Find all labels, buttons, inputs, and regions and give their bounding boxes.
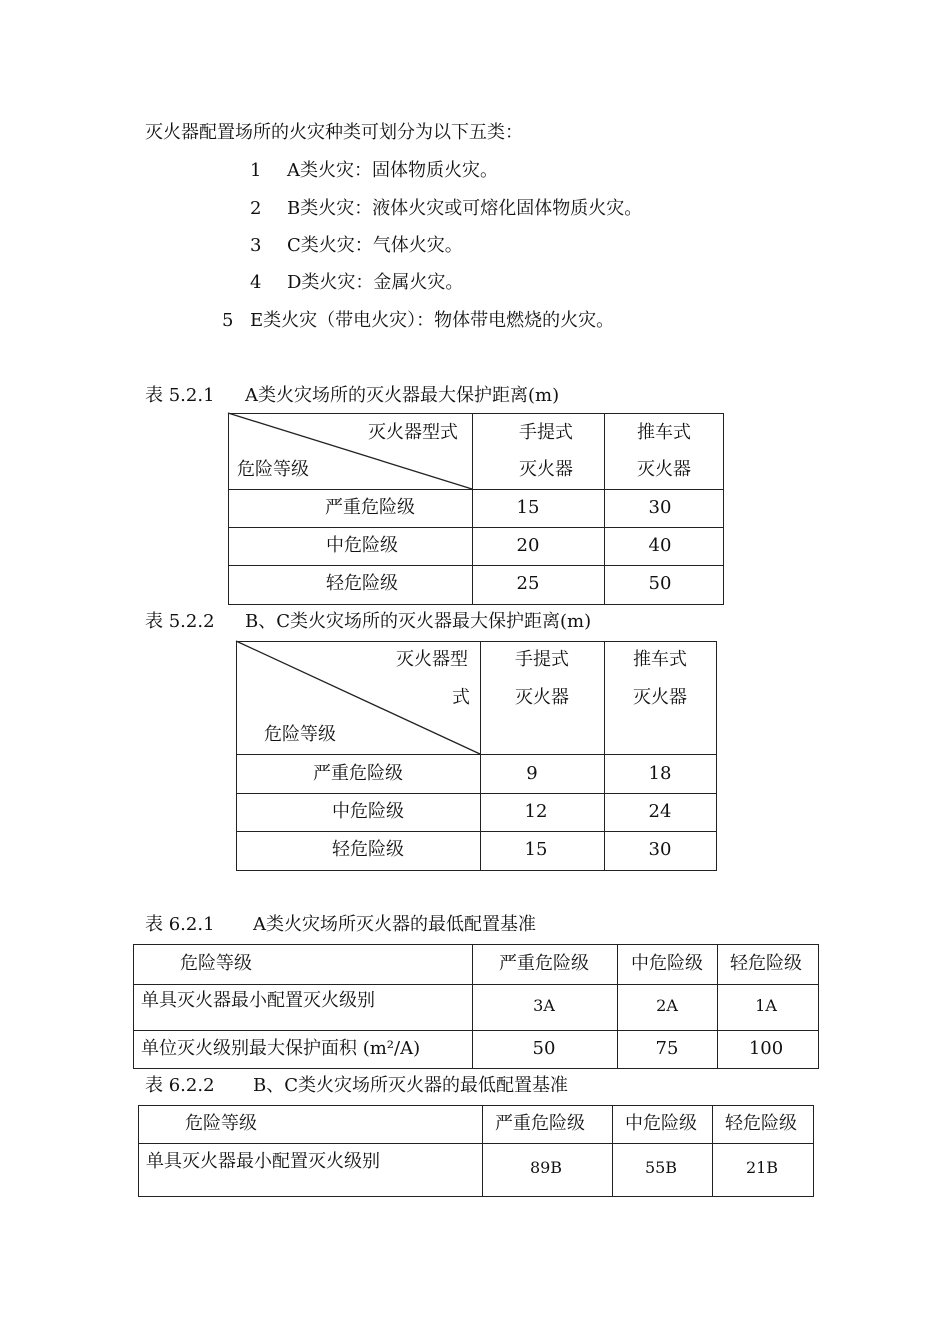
table-cell: 9	[526, 763, 538, 784]
table-cell: 21B	[745, 1158, 779, 1177]
column-header: 推车式	[637, 422, 691, 443]
list-item-text: C类火灾：气体火灾。	[287, 235, 463, 256]
column-header: 手提式	[515, 649, 569, 670]
row-label: 轻危险级	[326, 573, 398, 594]
table-caption-title: B、C类火灾场所的灭火器最大保护距离(m)	[245, 611, 592, 632]
row-label: 单具灭火器最小配置灭火级别	[141, 990, 375, 1011]
column-header: 灭火器	[637, 459, 691, 480]
list-item-num: 3	[250, 235, 262, 256]
table-cell: 15	[524, 839, 548, 860]
list-item-num: 1	[250, 160, 262, 181]
table-caption-number: 表 6.2.1	[145, 914, 215, 935]
list-item-text: A类火灾：固体物质火灾。	[287, 160, 498, 181]
table-caption-number: 表 6.2.2	[145, 1075, 215, 1096]
header-cell: 中危险级	[625, 1113, 697, 1134]
row-label: 单位灭火级别最大保护面积 (m²/A)	[141, 1038, 421, 1059]
column-header: 灭火器	[633, 687, 687, 708]
table-cell: 30	[648, 497, 672, 518]
table-cell: 55B	[644, 1158, 678, 1177]
row-label: 中危险级	[332, 801, 404, 822]
corner-header-top: 灭火器型	[396, 649, 468, 670]
table-cell: 2A	[656, 996, 678, 1015]
list-item-num: 2	[250, 198, 262, 219]
list-item-num: 4	[250, 272, 262, 293]
table-cell: 25	[516, 573, 540, 594]
list-item-num: 5	[222, 310, 234, 331]
table-caption-title: A类火灾场所灭火器的最低配置基准	[253, 914, 536, 935]
table-cell: 89B	[529, 1158, 563, 1177]
header-cell: 危险等级	[185, 1113, 257, 1134]
table-caption-title: B、C类火灾场所灭火器的最低配置基准	[253, 1075, 568, 1096]
table-cell: 50	[532, 1038, 556, 1059]
corner-header-top: 式	[452, 687, 470, 708]
row-label: 单具灭火器最小配置灭火级别	[146, 1151, 380, 1172]
table-cell: 24	[648, 801, 672, 822]
column-header: 手提式	[519, 422, 573, 443]
row-label: 中危险级	[326, 535, 398, 556]
table-cell: 75	[655, 1038, 679, 1059]
list-item-text: E类火灾（带电火灾）：物体带电燃烧的火灾。	[250, 310, 615, 331]
header-cell: 严重危险级	[495, 1113, 585, 1134]
corner-header-bottom: 危险等级	[237, 459, 309, 480]
header-cell: 中危险级	[631, 953, 703, 974]
table-cell: 12	[524, 801, 548, 822]
table-caption-number: 表 5.2.1	[145, 385, 215, 406]
column-header: 推车式	[633, 649, 687, 670]
row-label: 严重危险级	[313, 763, 403, 784]
table-cell: 1A	[755, 996, 777, 1015]
table-cell: 50	[648, 573, 672, 594]
table-cell: 20	[516, 535, 540, 556]
table-cell: 3A	[533, 996, 555, 1015]
header-cell: 危险等级	[180, 953, 252, 974]
column-header: 灭火器	[515, 687, 569, 708]
table-cell: 100	[748, 1038, 784, 1059]
list-item-text: D类火灾：金属火灾。	[287, 272, 464, 293]
list-item-text: B类火灾：液体火灾或可熔化固体物质火灾。	[287, 198, 643, 219]
header-cell: 轻危险级	[725, 1113, 797, 1134]
table-cell: 40	[648, 535, 672, 556]
table-cell: 18	[648, 763, 672, 784]
corner-header-bottom: 危险等级	[264, 724, 336, 745]
intro-heading: 灭火器配置场所的火灾种类可划分为以下五类：	[145, 122, 523, 143]
corner-header-top: 灭火器型式	[368, 422, 458, 443]
header-cell: 严重危险级	[499, 953, 589, 974]
table-cell: 30	[648, 839, 672, 860]
column-header: 灭火器	[519, 459, 573, 480]
table-cell: 15	[516, 497, 540, 518]
table-caption-title: A类火灾场所的灭火器最大保护距离(m)	[245, 385, 560, 406]
header-cell: 轻危险级	[730, 953, 802, 974]
row-label: 严重危险级	[325, 497, 415, 518]
row-label: 轻危险级	[332, 839, 404, 860]
table-caption-number: 表 5.2.2	[145, 611, 215, 632]
